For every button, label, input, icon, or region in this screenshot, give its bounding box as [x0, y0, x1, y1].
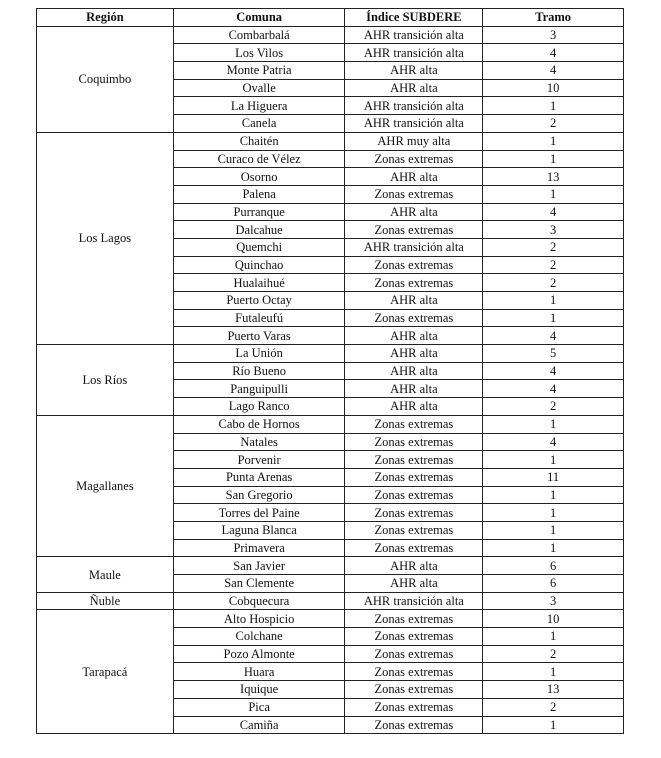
comuna-cell: Curaco de Vélez [173, 150, 345, 168]
comuna-cell: Pozo Almonte [173, 645, 345, 663]
comuna-cell: Lago Ranco [173, 398, 345, 416]
indice-cell: Zonas extremas [345, 486, 483, 504]
tramo-cell: 2 [483, 238, 624, 256]
tramo-cell: 2 [483, 256, 624, 274]
comuna-cell: Chaitén [173, 132, 345, 150]
comuna-cell: Huara [173, 663, 345, 681]
indice-cell: AHR alta [345, 575, 483, 593]
header-comuna: Comuna [173, 9, 345, 27]
indice-cell: Zonas extremas [345, 504, 483, 522]
tramo-cell: 1 [483, 628, 624, 646]
comuna-cell: Purranque [173, 203, 345, 221]
tramo-cell: 2 [483, 698, 624, 716]
indice-cell: Zonas extremas [345, 663, 483, 681]
indice-cell: AHR alta [345, 398, 483, 416]
tramo-cell: 6 [483, 575, 624, 593]
comuna-cell: Camiña [173, 716, 345, 734]
header-tramo: Tramo [483, 9, 624, 27]
indice-cell: Zonas extremas [345, 645, 483, 663]
tramo-cell: 1 [483, 185, 624, 203]
region-cell: Tarapacá [37, 610, 174, 734]
comuna-cell: Futaleufú [173, 309, 345, 327]
indice-cell: AHR transición alta [345, 592, 483, 610]
comuna-cell: Natales [173, 433, 345, 451]
tramo-cell: 1 [483, 132, 624, 150]
comuna-cell: Quemchi [173, 238, 345, 256]
comuna-cell: La Higuera [173, 97, 345, 115]
indice-cell: Zonas extremas [345, 309, 483, 327]
tramo-cell: 1 [483, 451, 624, 469]
indice-cell: Zonas extremas [345, 433, 483, 451]
indice-cell: Zonas extremas [345, 539, 483, 557]
comuna-cell: San Gregorio [173, 486, 345, 504]
table-row [37, 610, 624, 628]
indice-cell: AHR alta [345, 362, 483, 380]
comuna-cell: Cabo de Hornos [173, 415, 345, 433]
tramo-cell: 4 [483, 62, 624, 80]
comuna-cell: Hualaihué [173, 274, 345, 292]
tramo-cell: 4 [483, 362, 624, 380]
header-row [37, 9, 624, 27]
tramo-cell: 1 [483, 150, 624, 168]
comuna-cell: San Javier [173, 557, 345, 575]
comuna-cell: Colchane [173, 628, 345, 646]
indice-cell: Zonas extremas [345, 274, 483, 292]
region-cell: Maule [37, 557, 174, 592]
indice-cell: AHR alta [345, 557, 483, 575]
table-body [37, 26, 624, 734]
comuna-cell: Puerto Varas [173, 327, 345, 345]
tramo-cell: 3 [483, 221, 624, 239]
tramo-cell: 4 [483, 203, 624, 221]
indice-cell: Zonas extremas [345, 698, 483, 716]
indice-cell: Zonas extremas [345, 415, 483, 433]
tramo-cell: 10 [483, 610, 624, 628]
table-row [37, 557, 624, 575]
table-row [37, 26, 624, 44]
indice-cell: AHR alta [345, 327, 483, 345]
comuna-cell: Pica [173, 698, 345, 716]
tramo-cell: 10 [483, 79, 624, 97]
region-cell: Los Ríos [37, 345, 174, 416]
comuna-cell: Puerto Octay [173, 292, 345, 310]
indice-cell: Zonas extremas [345, 150, 483, 168]
indice-cell: AHR alta [345, 345, 483, 363]
tramo-cell: 1 [483, 716, 624, 734]
comuna-cell: Punta Arenas [173, 468, 345, 486]
indice-cell: AHR transición alta [345, 238, 483, 256]
table-row [37, 415, 624, 433]
table-row [37, 345, 624, 363]
tramo-cell: 1 [483, 521, 624, 539]
indice-cell: Zonas extremas [345, 451, 483, 469]
tramo-cell: 1 [483, 97, 624, 115]
comunas-table [36, 8, 624, 734]
indice-cell: Zonas extremas [345, 628, 483, 646]
indice-cell: AHR transición alta [345, 44, 483, 62]
indice-cell: AHR alta [345, 203, 483, 221]
indice-cell: AHR alta [345, 292, 483, 310]
comuna-cell: Los Vilos [173, 44, 345, 62]
tramo-cell: 4 [483, 327, 624, 345]
comuna-cell: Laguna Blanca [173, 521, 345, 539]
table-row [37, 132, 624, 150]
tramo-cell: 1 [483, 663, 624, 681]
region-cell: Coquimbo [37, 26, 174, 132]
indice-cell: Zonas extremas [345, 221, 483, 239]
tramo-cell: 1 [483, 486, 624, 504]
region-cell: Magallanes [37, 415, 174, 557]
tramo-cell: 1 [483, 309, 624, 327]
indice-cell: AHR transición alta [345, 115, 483, 133]
comuna-cell: Combarbalá [173, 26, 345, 44]
tramo-cell: 3 [483, 26, 624, 44]
comuna-cell: Porvenir [173, 451, 345, 469]
indice-cell: AHR muy alta [345, 132, 483, 150]
indice-cell: AHR alta [345, 380, 483, 398]
tramo-cell: 1 [483, 504, 624, 522]
indice-cell: AHR alta [345, 168, 483, 186]
tramo-cell: 13 [483, 168, 624, 186]
header-region: Región [37, 9, 174, 27]
tramo-cell: 1 [483, 539, 624, 557]
comuna-cell: Primavera [173, 539, 345, 557]
tramo-cell: 3 [483, 592, 624, 610]
comuna-cell: Ovalle [173, 79, 345, 97]
comuna-cell: Río Bueno [173, 362, 345, 380]
region-cell: Los Lagos [37, 132, 174, 344]
comuna-cell: Palena [173, 185, 345, 203]
indice-cell: Zonas extremas [345, 256, 483, 274]
comuna-cell: Iquique [173, 681, 345, 699]
indice-cell: Zonas extremas [345, 468, 483, 486]
tramo-cell: 4 [483, 44, 624, 62]
tramo-cell: 11 [483, 468, 624, 486]
comuna-cell: Quinchao [173, 256, 345, 274]
tramo-cell: 1 [483, 415, 624, 433]
tramo-cell: 5 [483, 345, 624, 363]
comuna-cell: Panguipulli [173, 380, 345, 398]
comuna-cell: Monte Patria [173, 62, 345, 80]
comuna-cell: Canela [173, 115, 345, 133]
tramo-cell: 2 [483, 274, 624, 292]
tramo-cell: 2 [483, 645, 624, 663]
indice-cell: AHR alta [345, 62, 483, 80]
tramo-cell: 2 [483, 398, 624, 416]
indice-cell: Zonas extremas [345, 521, 483, 539]
indice-cell: AHR transición alta [345, 26, 483, 44]
indice-cell: AHR transición alta [345, 97, 483, 115]
tramo-cell: 2 [483, 115, 624, 133]
tramo-cell: 6 [483, 557, 624, 575]
comuna-cell: Cobquecura [173, 592, 345, 610]
tramo-cell: 13 [483, 681, 624, 699]
tramo-cell: 1 [483, 292, 624, 310]
indice-cell: Zonas extremas [345, 716, 483, 734]
indice-cell: AHR alta [345, 79, 483, 97]
indice-cell: Zonas extremas [345, 610, 483, 628]
header-indice: Índice SUBDERE [345, 9, 483, 27]
comuna-cell: La Unión [173, 345, 345, 363]
comuna-cell: Torres del Paine [173, 504, 345, 522]
tramo-cell: 4 [483, 380, 624, 398]
tramo-cell: 4 [483, 433, 624, 451]
comuna-cell: Dalcahue [173, 221, 345, 239]
indice-cell: Zonas extremas [345, 185, 483, 203]
indice-cell: Zonas extremas [345, 681, 483, 699]
region-cell: Ñuble [37, 592, 174, 610]
table-row [37, 592, 624, 610]
comuna-cell: San Clemente [173, 575, 345, 593]
comuna-cell: Alto Hospicio [173, 610, 345, 628]
comuna-cell: Osorno [173, 168, 345, 186]
